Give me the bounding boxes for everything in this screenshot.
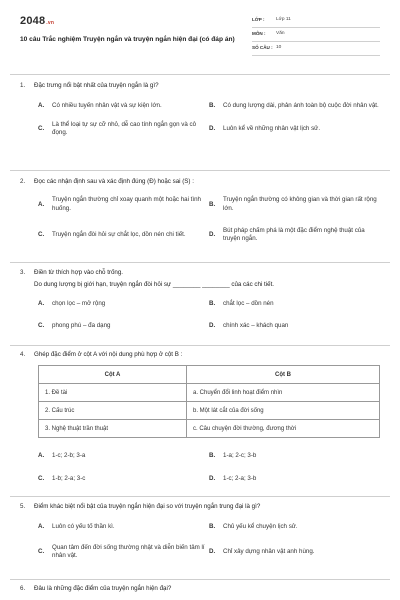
question-5: 5. Điểm khác biệt nổi bật của truyện ngắn hiện đại so với truyện ngắn trung đại là gì? A. Luôn có yếu tố thần kì. B. Chủ yếu kể chuyện lịch sử. C. Quan tâm đến đời sống thường nhật và diễn biến tâm lí nhân vật. D. Chỉ xây dựng nhân vật anh hùng. [20,503,380,568]
question-3: 3. Điền từ thích hợp vào chỗ trống. Do dung lượng bị giới hạn, truyện ngắn đòi hỏi sự ________ ________ của các chi tiết. A. chọn lọc – mở rộng B. chắt lọc – dồn nén C. phong phú – đa dạng D. chính xác – khách quan [20,269,380,338]
option-b[interactable]: B. Có dung lượng dài, phản ánh toàn bộ cuộc đời nhân vật. [209,102,379,110]
site-logo[interactable]: 2048.vn [20,15,55,27]
question-1: 1. Đặc trưng nổi bật nhất của truyện ngắn là gì? A. Có nhiều tuyến nhân vật và sự kiện lớn. B. Có dung lượng dài, phản ánh toàn bộ cuộc đời nhân vật. C. Là thể loại tự sự cỡ nhỏ, dễ cao tính ngắn gọn và cô đọng. D. Luôn kể về những nhân vật lịch sử. [20,82,379,137]
option-a[interactable]: A. Luôn có yếu tố thần kì. [38,523,115,531]
option-b[interactable]: B. chắt lọc – dồn nén [209,299,274,307]
option-a[interactable]: A. Có nhiều tuyến nhân vật và sự kiện lớn. [38,102,162,110]
option-c[interactable]: C. phong phú – đa dạng [38,322,111,330]
table-row: 3. Nghệ thuật trần thuật c. Câu chuyện đời thường, đương thời [39,420,380,438]
divider [10,579,390,580]
column-b-header: Cột B [187,366,380,384]
divider [10,74,390,75]
page-header [20,14,380,72]
question-4: 4. Ghép đặc điểm ở cột A với nội dung phù hợp ở cột B : Cột A Cột B 1. Đề tài a. Chuyển đổi linh hoạt điểm nhìn 2. Cấu trúc b. Một lát cắt của đời sống 3. Nghệ thuật trần thuật c. Câu chuyện đời thường, đương thời A. 1-c; 2-b; 3-a B. 1-a; 2-c; 3-b C. 1-b; 2-a; 3-c D. 1-c; 2-a; 3-b [20,351,380,491]
option-d[interactable]: D. Chỉ xây dựng nhân vật anh hùng. [209,547,315,555]
option-c[interactable]: C. Là thể loại tự sự cỡ nhỏ, dễ cao tính ngắn gọn và cô đọng. [38,120,197,137]
question-6: 6. Đâu là những đặc điểm của truyện ngắn hiện đại? [20,585,172,592]
meta-count: SỐ CÂU : 10 [252,42,380,56]
fill-in-sentence: Do dung lượng bị giới hạn, truyện ngắn đòi hỏi sự ________ ________ của các chi tiết. [34,281,275,289]
meta-info [252,14,380,56]
option-d[interactable]: D. chính xác – khách quan [209,322,289,330]
divider [10,345,390,346]
matching-table [38,365,380,438]
option-d[interactable]: D. Bút pháp chấm phá là một đặc điểm nghệ thuật của truyện ngắn. [209,227,365,243]
option-a[interactable]: A. chọn lọc – mở rộng [38,299,106,307]
option-a[interactable]: A. 1-c; 2-b; 3-a [38,452,86,460]
table-row: 1. Đề tài a. Chuyển đổi linh hoạt điểm nhìn [39,384,380,402]
meta-class: LỚP : Lớp 11 [252,14,380,28]
divider [10,170,390,171]
option-d[interactable]: D. Luôn kể về những nhân vật lịch sử. [209,124,321,132]
column-a-header: Cột A [39,366,187,384]
option-a[interactable]: A. Truyện ngắn thường chỉ xoay quanh một hoặc hai tình huống. [38,196,202,212]
option-d[interactable]: D. 1-c; 2-a; 3-b [209,474,257,482]
option-b[interactable]: B. 1-a; 2-c; 3-b [209,452,257,460]
document-title: 10 câu Trắc nghiệm Truyện ngắn và truyện ngắn hiện đại (có đáp án) [20,36,235,43]
option-b[interactable]: B. Chủ yếu kể chuyện lịch sử. [209,523,298,531]
option-c[interactable]: C. Quan tâm đến đời sống thường nhật và diễn biến tâm lí nhân vật. [38,543,205,560]
divider [10,496,390,497]
meta-subject: MÔN : Văn [252,28,380,42]
option-c[interactable]: C. 1-b; 2-a; 3-c [38,474,86,482]
option-b[interactable]: B. Truyện ngắn thường có không gian và thời gian rất rộng lớn. [209,196,377,212]
divider [10,262,390,263]
question-2: 2. Đọc các nhận định sau và xác định đúng (Đ) hoặc sai (S) : A. Truyện ngắn thường chỉ xoay quanh một hoặc hai tình huống. B. Truyện ngắn thường có không gian và thời gian rất rộng lớn. C. Truyện ngắn đòi hỏi sự chắt lọc, dồn nén chi tiết. D. Bút pháp chấm phá là một đặc điểm nghệ thuật của truyện ngắn. [20,178,380,252]
option-c[interactable]: C. Truyện ngắn đòi hỏi sự chắt lọc, dồn nén chi tiết. [38,231,186,239]
table-row: 2. Cấu trúc b. Một lát cắt của đời sống [39,402,380,420]
